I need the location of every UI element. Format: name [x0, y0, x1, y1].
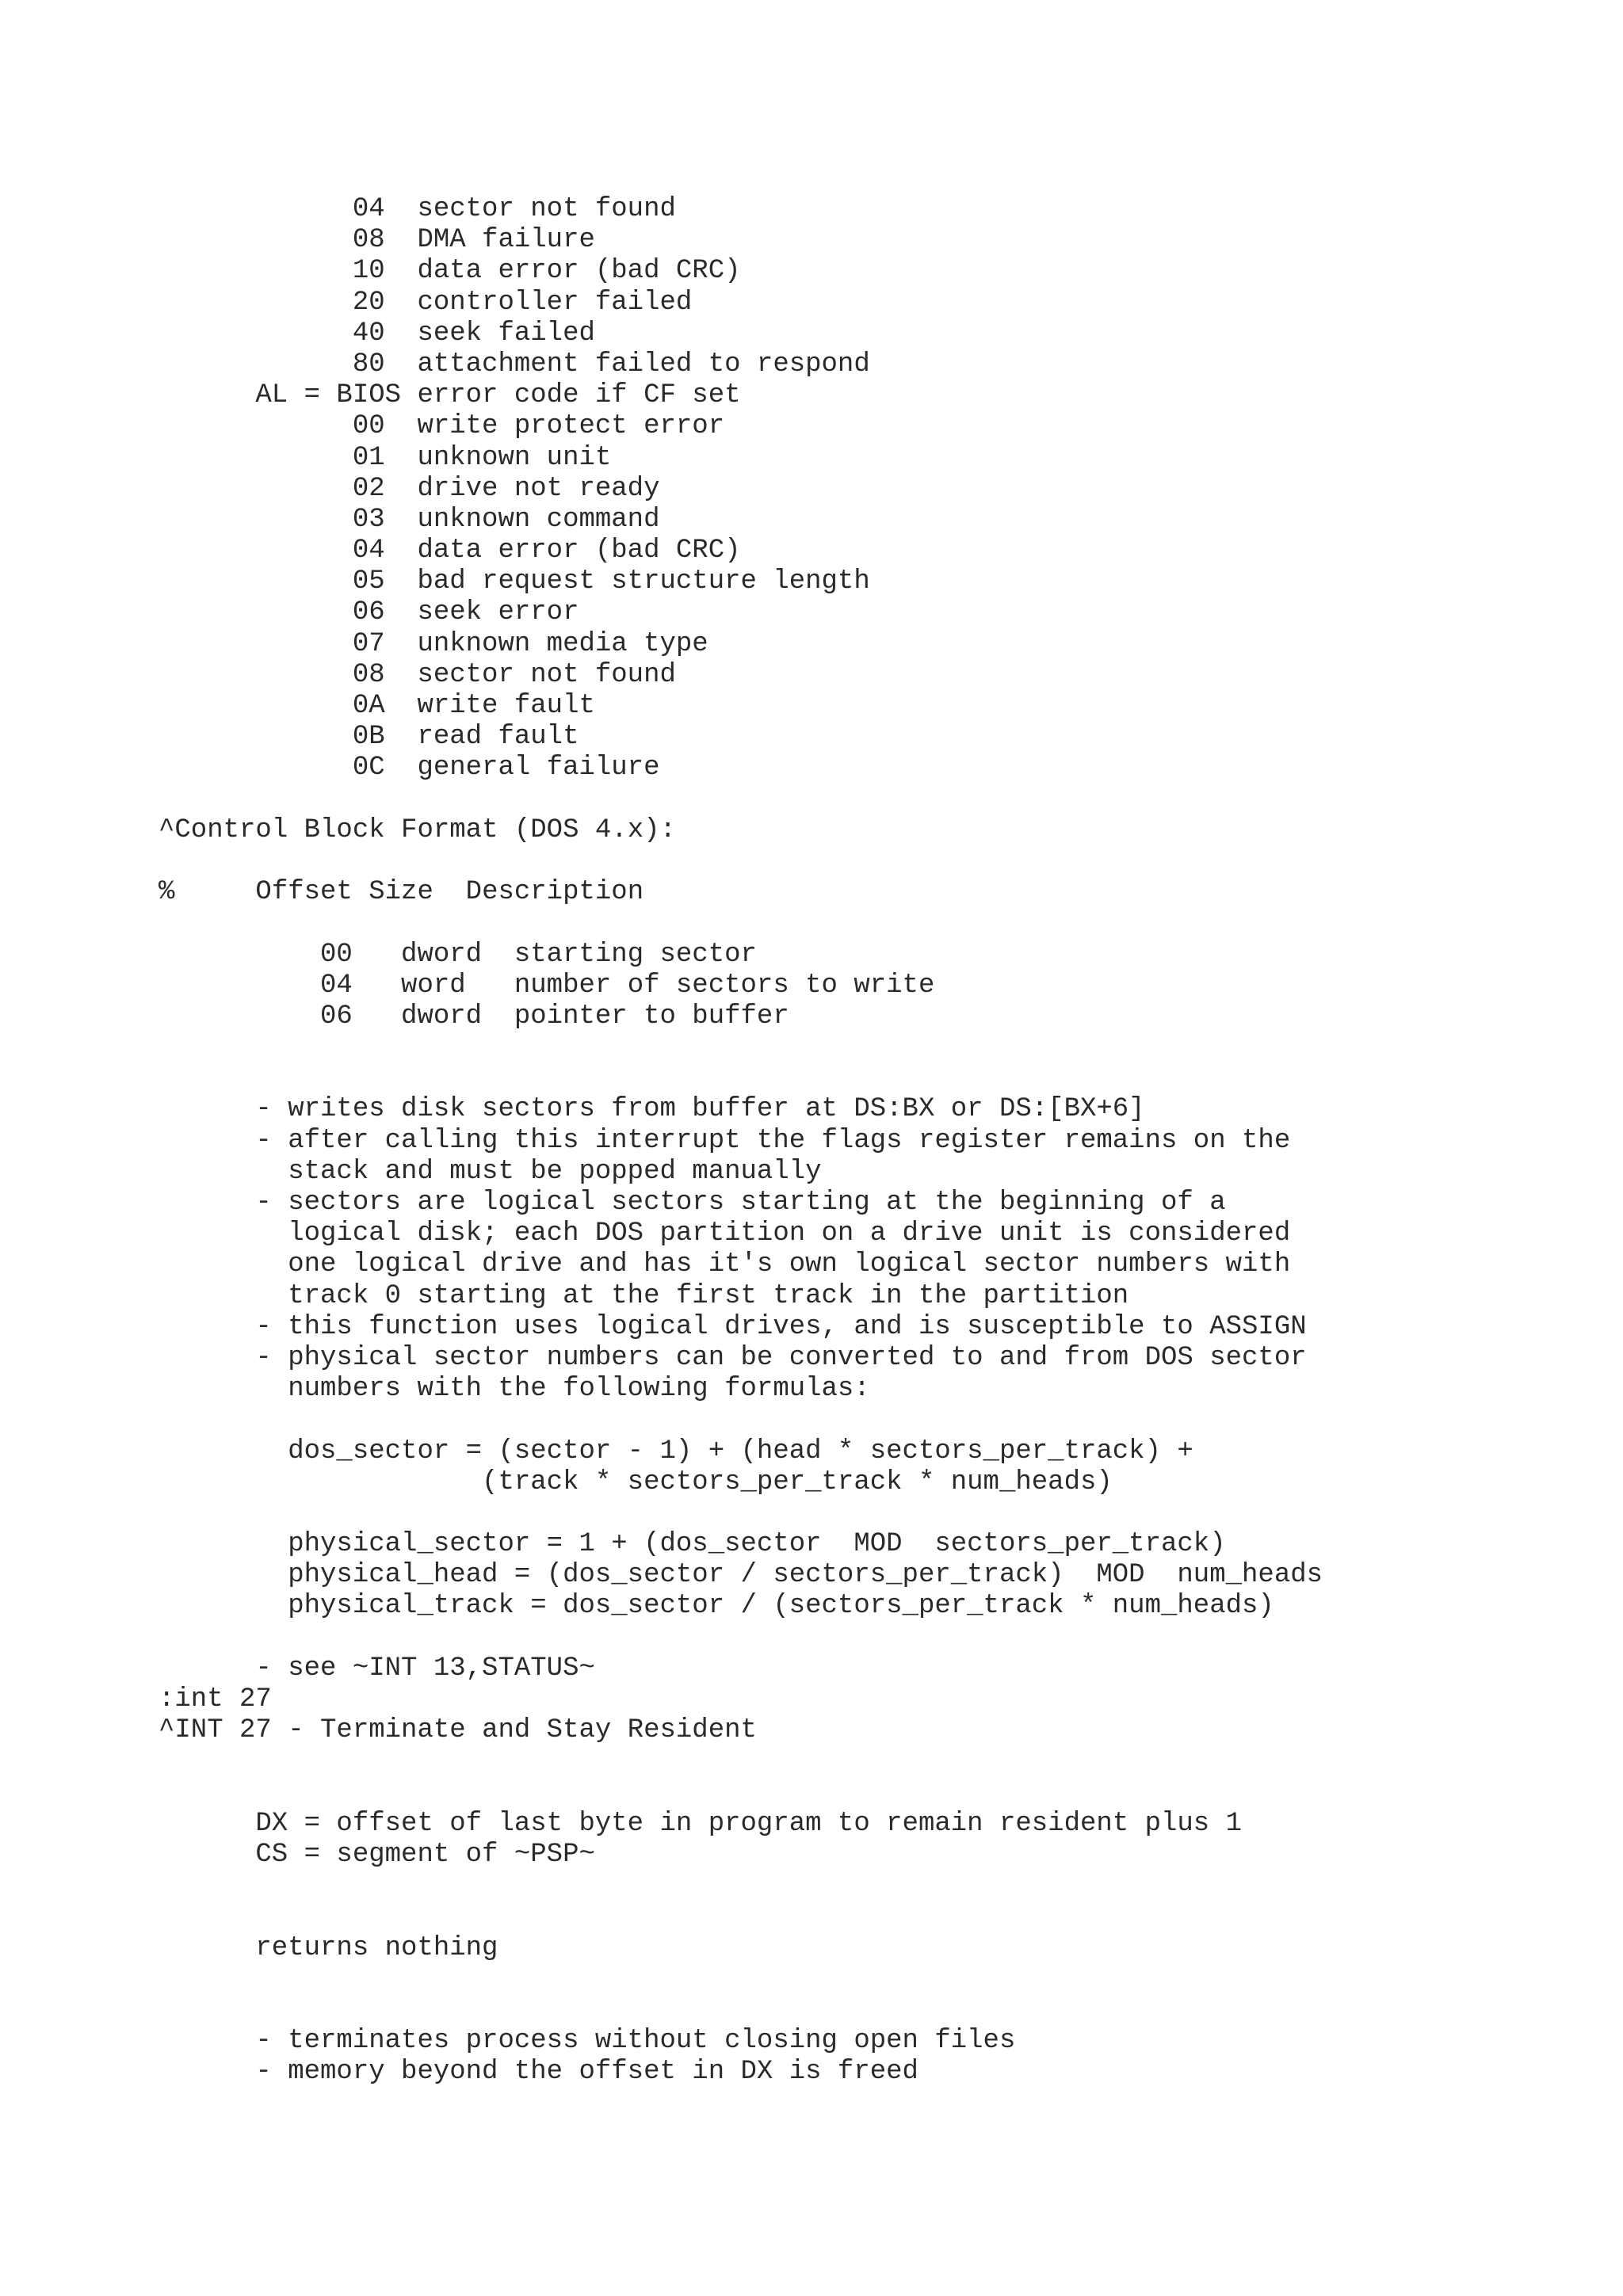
- document-line: 06 dword pointer to buffer: [288, 1001, 789, 1032]
- document-line: - writes disk sectors from buffer at DS:BX or DS:[BX+6]: [255, 1094, 1145, 1125]
- document-line: - see ~INT 13,STATUS~: [255, 1653, 595, 1684]
- document-line: AL = BIOS error code if CF set: [255, 380, 741, 411]
- document-line: DX = offset of last byte in program to remain resident plus 1: [255, 1808, 1243, 1839]
- document-line: [158, 908, 1601, 939]
- document-line: [158, 1901, 1601, 1932]
- document-line: 08 sector not found: [255, 659, 676, 690]
- document-line: - this function uses logical drives, and is susceptible to ASSIGN: [255, 1311, 1307, 1342]
- document-line: 0C general failure: [255, 753, 660, 784]
- document-line: 0A write fault: [255, 691, 595, 721]
- document-line: 00 write protect error: [255, 411, 725, 442]
- document-line: physical_sector = 1 + (dos_sector MOD sectors_per_track): [255, 1529, 1226, 1560]
- document-line: 0B read fault: [255, 722, 579, 753]
- document-line: - memory beyond the offset in DX is freed: [255, 2057, 918, 2088]
- document-line: [158, 1871, 1601, 1901]
- document-line: ^Control Block Format (DOS 4.x):: [158, 814, 676, 845]
- document-line: numbers with the following formulas:: [255, 1374, 870, 1405]
- document-line: track 0 starting at the first track in the partition: [255, 1280, 1129, 1311]
- document-line: CS = segment of ~PSP~: [255, 1839, 595, 1870]
- document-line: one logical drive and has it's own logical sector numbers with: [255, 1249, 1291, 1280]
- document-line: [158, 1746, 1601, 1777]
- document-line: 04 data error (bad CRC): [255, 536, 741, 566]
- document-line: [158, 1778, 1601, 1809]
- document-line: 02 drive not ready: [255, 473, 660, 504]
- document-line: returns nothing: [255, 1932, 498, 1963]
- document-line: (track * sectors_per_track * num_heads): [255, 1466, 1113, 1497]
- document-line: - physical sector numbers can be converted to and from DOS sector: [255, 1342, 1307, 1373]
- document-line: [158, 1964, 1601, 1995]
- document-line: 05 bad request structure length: [255, 566, 870, 597]
- document-line: 80 attachment failed to respond: [255, 349, 870, 379]
- document-line: dos_sector = (sector - 1) + (head * sectors_per_track) +: [255, 1436, 1193, 1466]
- document-line: 08 DMA failure: [255, 225, 595, 256]
- document-line: :int 27: [158, 1684, 272, 1714]
- document-line: physical_head = (dos_sector / sectors_per_track) MOD num_heads: [255, 1560, 1323, 1591]
- document-line: logical disk; each DOS partition on a drive unit is considered: [255, 1219, 1291, 1249]
- document-line: [158, 1995, 1601, 2026]
- document-line: 04 sector not found: [255, 194, 676, 224]
- document-line: [158, 1405, 1601, 1436]
- document-line: % Offset Size Description: [158, 877, 644, 908]
- document-line: 03 unknown command: [255, 504, 660, 535]
- document-line: [158, 1498, 1601, 1529]
- document-line: 00 dword starting sector: [288, 939, 757, 970]
- document-line: 01 unknown unit: [255, 442, 612, 473]
- document-line: [158, 784, 1601, 815]
- document-line: 20 controller failed: [255, 287, 693, 318]
- document-line: 40 seek failed: [255, 318, 595, 349]
- document-line: 07 unknown media type: [255, 628, 708, 659]
- document-line: - sectors are logical sectors starting at the beginning of a: [255, 1188, 1226, 1218]
- document-line: [158, 1063, 1601, 1094]
- document-line: [158, 1623, 1601, 1653]
- document-line: 04 word number of sectors to write: [288, 970, 935, 1001]
- document-line: [158, 846, 1601, 877]
- document-line: [158, 1032, 1601, 1063]
- document-line: stack and must be popped manually: [255, 1156, 822, 1187]
- document-line: 10 data error (bad CRC): [255, 256, 741, 287]
- document-line: physical_track = dos_sector / (sectors_per_track * num_heads): [255, 1591, 1274, 1622]
- document-line: - terminates process without closing open files: [255, 2026, 1016, 2057]
- document-line: ^INT 27 - Terminate and Stay Resident: [158, 1715, 757, 1746]
- document-line: - after calling this interrupt the flags register remains on the: [255, 1125, 1291, 1156]
- document-text: [158, 194, 1601, 2088]
- document-line: 06 seek error: [255, 597, 579, 628]
